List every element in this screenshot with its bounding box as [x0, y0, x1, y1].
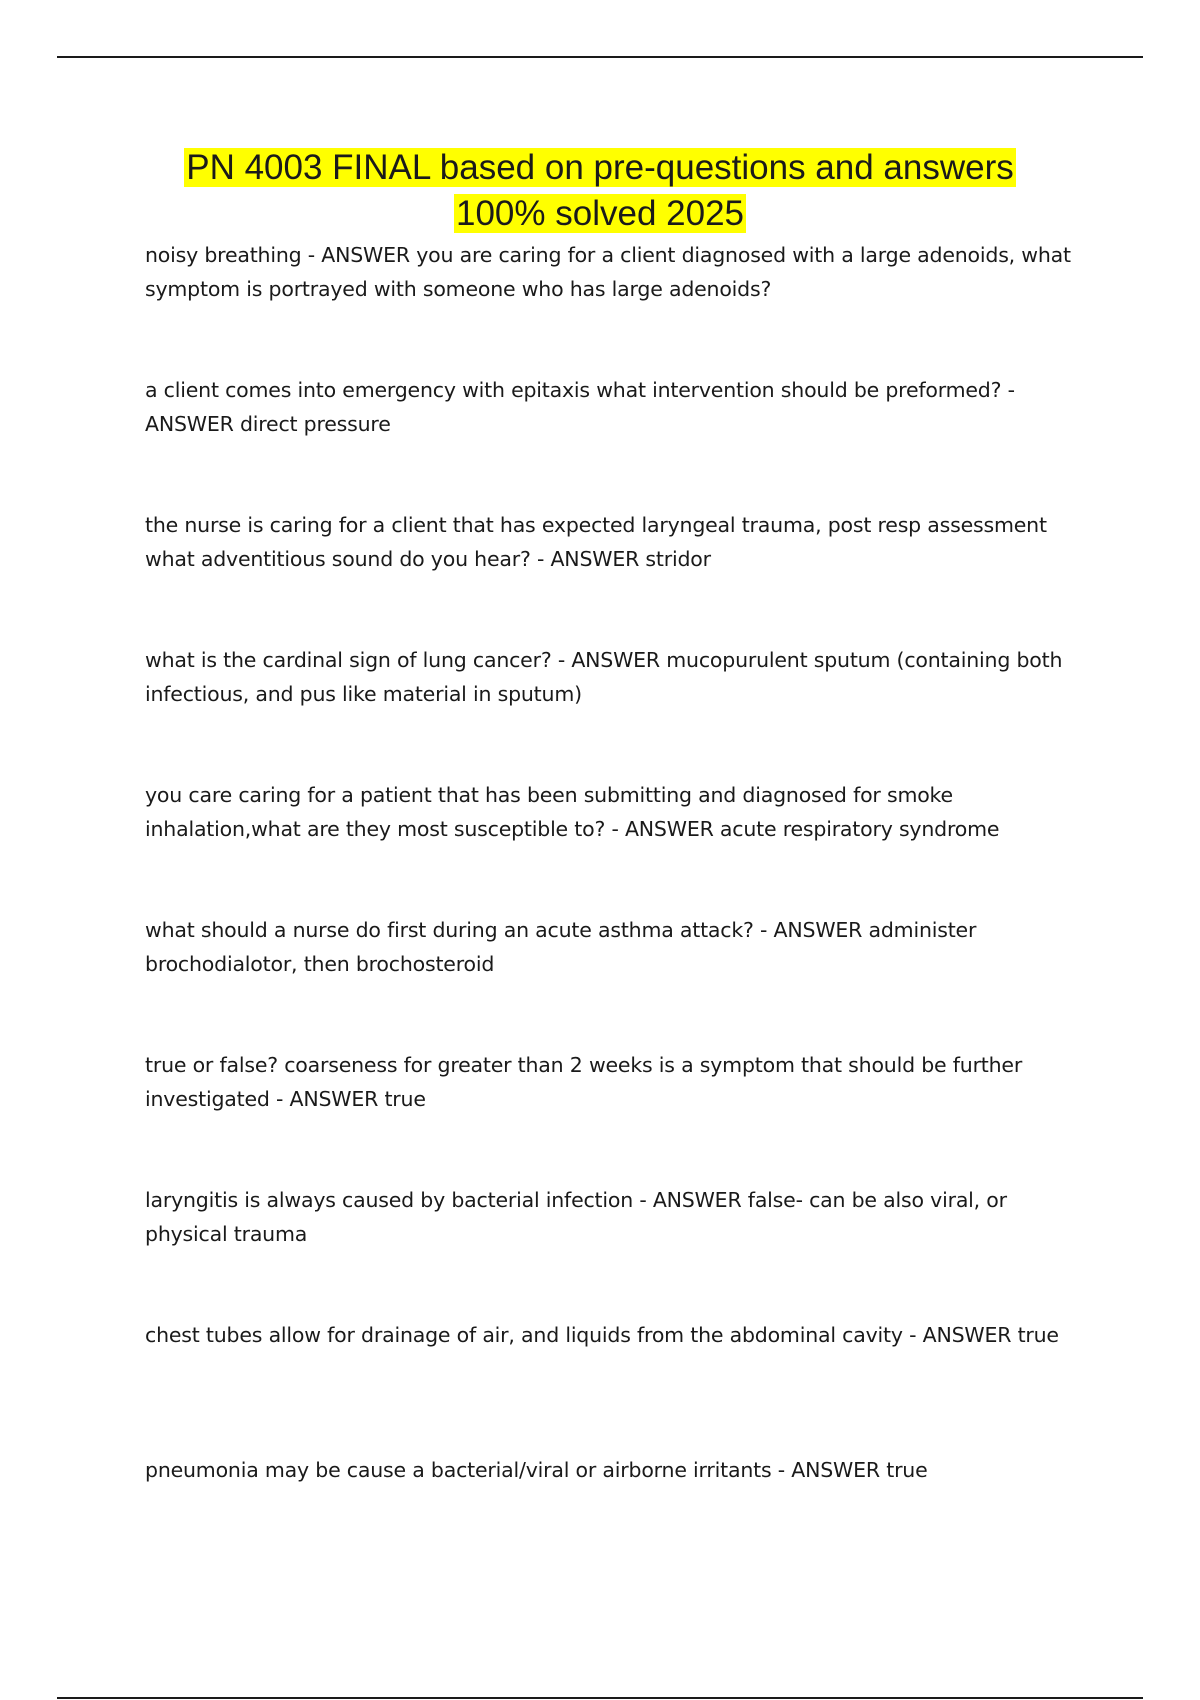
qa-item: noisy breathing - ANSWER you are caring for a client diagnosed with a large adenoids, what symptom is portrayed with someone who has large adenoids? — [145, 243, 1071, 301]
qa-item: pneumonia may be cause a bacterial/viral or airborne irritants - ANSWER true — [145, 1458, 928, 1482]
qa-item: you care caring for a patient that has been submitting and diagnosed for smoke inhalation,what are they most susceptible to? - ANSWER acute respiratory syndrome — [145, 783, 1000, 841]
title-line-1: PN 4003 FINAL based on pre-questions and answers — [186, 148, 1014, 187]
document-title — [100, 145, 1100, 237]
qa-item: what is the cardinal sign of lung cancer? - ANSWER mucopurulent sputum (containing both infectious, and pus like material in sputum) — [145, 648, 1063, 706]
title-line-2: 100% solved 2025 — [456, 194, 744, 233]
qa-item: a client comes into emergency with epitaxis what intervention should be preformed? - ANSWER direct pressure — [145, 378, 1015, 436]
qa-item: what should a nurse do first during an acute asthma attack? - ANSWER administer brochodialotor, then brochosteroid — [145, 918, 977, 976]
qa-item: chest tubes allow for drainage of air, and liquids from the abdominal cavity - ANSWER true — [145, 1323, 1059, 1347]
qa-item: true or false? coarseness for greater than 2 weeks is a symptom that should be further investigated - ANSWER true — [145, 1053, 1023, 1111]
top-divider — [57, 56, 1143, 58]
qa-item: the nurse is caring for a client that has expected laryngeal trauma, post resp assessment what adventitious sound do you hear? - ANSWER stridor — [145, 513, 1047, 571]
qa-item: laryngitis is always caused by bacterial infection - ANSWER false- can be also viral, or physical trauma — [145, 1188, 1007, 1246]
qa-list — [145, 238, 1095, 1588]
bottom-divider — [57, 1697, 1143, 1699]
